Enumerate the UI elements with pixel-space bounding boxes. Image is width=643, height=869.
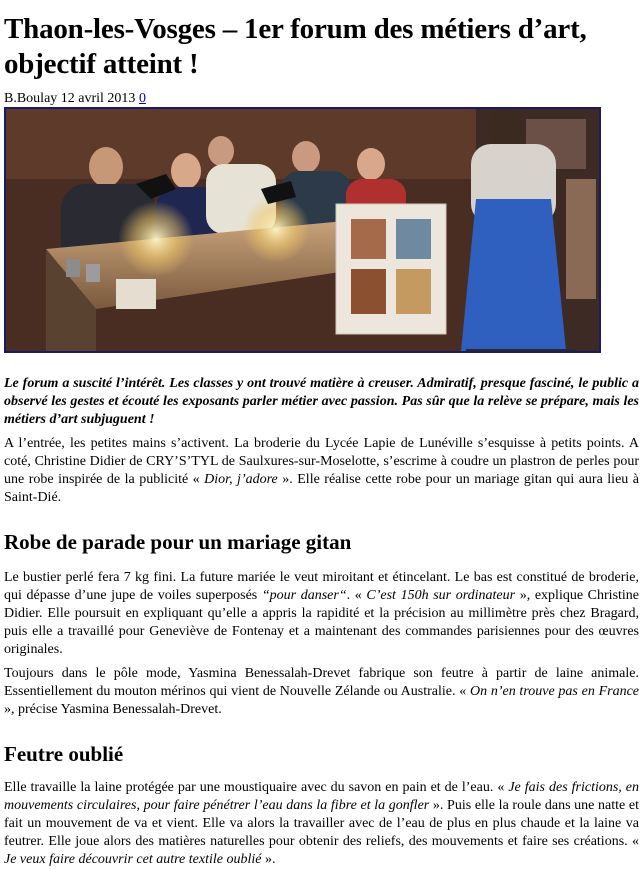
paragraph-feutre-laine-text-b: », précise Yasmina Benessalah-Drevet. bbox=[4, 702, 222, 717]
paragraph-bustier-text-b: . « bbox=[346, 588, 367, 603]
article-photo bbox=[4, 107, 601, 353]
paragraph-laine-technique-text-b: ». Puis elle la roule dans une natte et fait un mouvement de va et vient. Elle va alors la travailler avec de l’eau de plus en plus chaude et la laine va feutrer. Elle joue alors des matières naturelles pour obtenir des reliefs, des mouvements et faire ses créations. « bbox=[4, 798, 639, 849]
paragraph-intro bbox=[4, 435, 639, 507]
paragraph-feutre-laine-quote: On n’en trouve pas en France bbox=[469, 684, 639, 699]
paragraph-laine-technique-quote-a: Je fais des frictions, en mouvements circulaires, pour faire pénétrer l’eau dans la fibre et la gonfler bbox=[4, 780, 640, 813]
paragraph-bustier-quote-a: “pour danser“ bbox=[261, 588, 347, 603]
article-byline bbox=[4, 91, 639, 107]
paragraph-bustier bbox=[4, 569, 639, 659]
byline-date: 12 avril 2013 bbox=[60, 91, 136, 106]
paragraph-bustier-text-c: », explique Christine Didier. Elle poursuit en expliquant qu’elle a appris la rapidité et la précision au millimètre près chez Bragard, puis elle a travaillé pour Geneviève de Fontenay et a maintenant des commandes parisiennes pour des œuvres originales. bbox=[4, 588, 640, 657]
byline-author: B.Boulay bbox=[4, 91, 58, 106]
paragraph-laine-technique-quote-b: Je veux faire découvrir cet autre textile oublié bbox=[4, 852, 262, 867]
photo-artisans-workshop-icon bbox=[6, 109, 599, 351]
paragraph-feutre-laine-text-a: Toujours dans le pôle mode, Yasmina Benessalah-Drevet fabrique son feutre à partir de laine animale. Essentiellement du mouton mérinos qui vient de Nouvelle Zélande ou Australie. « bbox=[4, 666, 639, 699]
paragraph-intro-text-b: ». Elle réalise cette robe pour un mariage gitan qui aura lieu à Saint-Dié. bbox=[4, 472, 639, 505]
paragraph-bustier-text-a: Le bustier perlé fera 7 kg fini. La future mariée le veut miroitant et étincelant. Le bas est constitué de broderie, qui dépasse d’une jupe de voiles superposés bbox=[4, 570, 639, 603]
article-title: Thaon-les-Vosges – 1er forum des métiers d’art, objectif atteint ! bbox=[4, 13, 587, 80]
article-lead: Le forum a suscité l’intérêt. Les classes y ont trouvé matière à creuser. Admiratif, presque fasciné, le public a observé les gestes et écouté les exposants parler métier avec passion. Pas sûr que la relève se prépare, mais les métiers d’art subjuguent ! bbox=[4, 376, 639, 427]
comment-count-link[interactable]: 0 bbox=[138, 91, 146, 106]
paragraph-laine-technique-text-a: Elle travaille la laine protégée par une moustiquaire avec du savon en pain et de l’eau. « bbox=[4, 780, 509, 795]
paragraph-intro-quote: Dior, j’adore bbox=[204, 472, 278, 487]
paragraph-feutre-laine bbox=[4, 665, 639, 719]
paragraph-laine-technique bbox=[4, 779, 639, 869]
section-heading-robe: Robe de parade pour un mariage gitan bbox=[4, 530, 352, 554]
paragraph-bustier-quote-b: C’est 150h sur ordinateur bbox=[366, 588, 516, 603]
paragraph-intro-text-a: A l’entrée, les petites mains s’activent. La broderie du Lycée Lapie de Lunéville s’esquisse à petits points. A coté, Christine Didier de CRY’S’TYL de Saulxures-sur-Moselotte, s’escrime à coudre un plastron de perles pour une robe inspirée de la publicité « bbox=[4, 436, 639, 487]
section-heading-feutre: Feutre oublié bbox=[4, 742, 124, 766]
paragraph-laine-technique-text-c: ». bbox=[261, 852, 276, 867]
